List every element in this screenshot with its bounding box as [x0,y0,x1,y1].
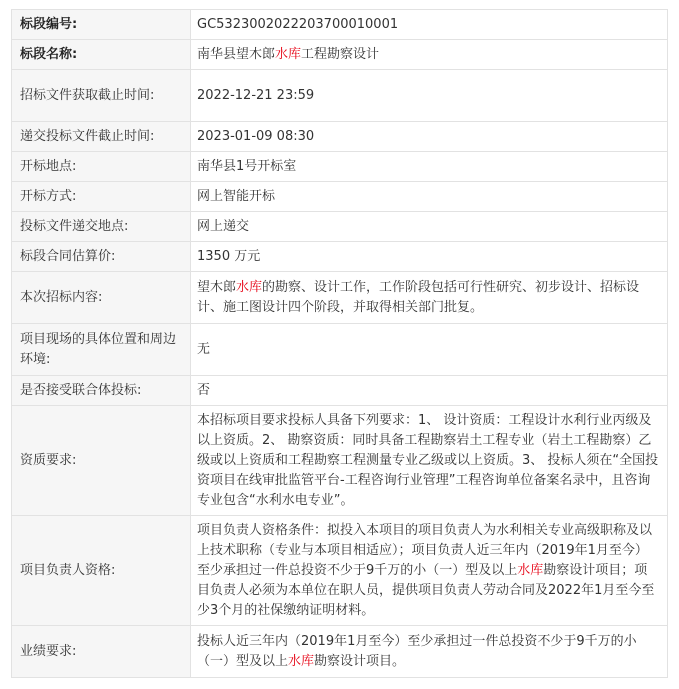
value-text: 南华县望木郎 [197,46,276,62]
row-value: 2023-01-09 08:30 [191,122,668,152]
table-row [12,242,668,272]
row-label: 是否接受联合体投标: [12,376,191,406]
row-label: 开标地点: [12,152,191,182]
row-value: 无 [191,324,668,376]
table-row [12,324,668,376]
value-text: 工程勘察设计 [301,46,380,62]
row-label: 标段编号: [12,10,191,40]
row-label: 本次招标内容: [12,272,191,324]
table-row [12,626,668,678]
row-value: 1350 万元 [191,242,668,272]
row-label: 资质要求: [12,406,191,516]
row-value: 南华县1号开标室 [191,152,668,182]
row-value: 网上递交 [191,212,668,242]
table-row [12,272,668,324]
value-text: 勘察设计项目；项目负责人必须为本单位在职人员，提供项目负责人劳动合同及2022年1月至今至少3个月的社保缴纳证明材料。 [197,562,655,618]
table-row [12,70,668,122]
table-row [12,376,668,406]
value-text: 望木郎 [197,279,237,295]
table-row [12,10,668,40]
row-label: 标段名称: [12,40,191,70]
highlight-text: 水库 [236,279,263,295]
row-value: 本招标项目要求投标人具备下列要求：1、 设计资质：工程设计水利行业丙级及以上资质。2、 勘察资质：同时具备工程勘察岩土工程专业（岩土工程勘察）乙级或以上资质和工程勘察工程测量专业乙级或以上资质。3、 投标人须在“全国投资项目在线审批监管平台-工程咨询行业管理”工程咨询单位备案名录中，且咨询专业包含“水利水电专业”。 [191,406,668,516]
row-value: 2022-12-21 23:59 [191,70,668,122]
value-text: 投标人近三年内（2019年1月至今）至少承担过一件总投资不少于9千万的小（一）型及以上 [197,633,637,669]
row-label: 招标文件获取截止时间: [12,70,191,122]
row-value [191,40,668,70]
row-label: 项目现场的具体位置和周边环境: [12,324,191,376]
table-row [12,406,668,516]
table-row [12,122,668,152]
table-row [12,182,668,212]
value-text: 的勘察、设计工作，工作阶段包括可行性研究、初步设计、招标设计、施工图设计四个阶段，并取得相关部门批复。 [197,279,640,315]
row-value: 否 [191,376,668,406]
row-value [191,626,668,678]
row-label: 标段合同估算价: [12,242,191,272]
row-value: GC5323002022203700010001 [191,10,668,40]
row-value [191,516,668,626]
table-row [12,40,668,70]
row-label: 业绩要求: [12,626,191,678]
highlight-text: 水库 [288,653,315,669]
tender-info-table [11,9,668,678]
row-label: 递交投标文件截止时间: [12,122,191,152]
table-row [12,152,668,182]
highlight-text: 水库 [275,46,302,62]
table-row [12,212,668,242]
row-label: 开标方式: [12,182,191,212]
highlight-text: 水库 [517,562,544,578]
row-label: 投标文件递交地点: [12,212,191,242]
row-label: 项目负责人资格: [12,516,191,626]
table-row [12,516,668,626]
row-value [191,272,668,324]
value-text: 勘察设计项目。 [314,653,406,669]
value-text: 项目负责人资格条件：拟投入本项目的项目负责人为水利相关专业高级职称及以上技术职称（专业与本项目相适应）；项目负责人近三年内（2019年1月至今）至少承担过一件总投资不少于9千万的小（一）型及以上 [197,522,653,578]
row-value: 网上智能开标 [191,182,668,212]
